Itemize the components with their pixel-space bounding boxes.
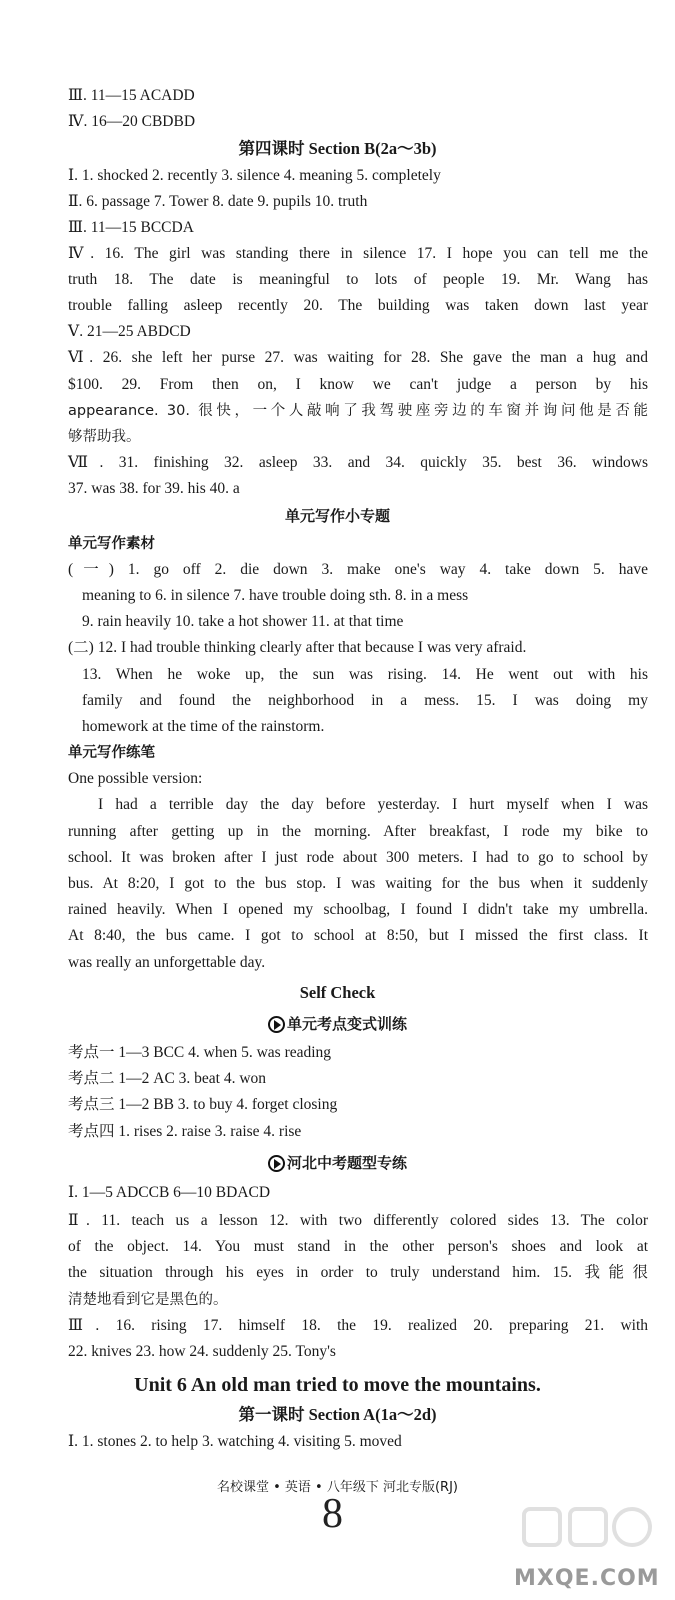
essay-line: was really an unforgettable day.: [68, 954, 266, 971]
section-heading: 第四课时 Section B(2a～3b): [238, 139, 437, 158]
answer-line: Ⅰ. 1. shocked 2. recently 3. silence 4. meaning 5. completely: [68, 167, 441, 184]
answer-line: 考点二 1—2 AC 3. beat 4. won: [68, 1070, 267, 1087]
arrow-circle-icon: [268, 1155, 285, 1172]
watermark-text: MXQE.COM: [514, 1566, 660, 1591]
answer-line: $100. 29. From then on, I know we can't judge a person by his: [68, 376, 648, 393]
subsection-title: 单元写作练笔: [68, 745, 155, 761]
section-heading: Self Check: [299, 983, 376, 1002]
answer-line: 考点一 1—3 BCC 4. when 5. was reading: [68, 1044, 332, 1061]
page-number: 8: [322, 1491, 343, 1537]
answer-line: appearance. 30. 很快，一个人敲响了我驾驶座旁边的车窗并询问他是否能: [68, 403, 648, 419]
answer-line: Ⅰ. 1—5 ADCCB 6—10 BDACD: [68, 1184, 271, 1201]
answer-line: homework at the time of the rainstorm.: [82, 718, 325, 735]
answer-line: Ⅰ. 1. stones 2. to help 3. watching 4. visiting 5. moved: [68, 1433, 402, 1450]
section-heading: 单元写作小专题: [284, 507, 390, 525]
answer-line: 够帮助我。: [68, 429, 141, 445]
essay-line: bus. At 8:20, I got to the bus stop. I was waiting for the bus when it suddenly: [68, 875, 648, 892]
answer-line: meaning to 6. in silence 7. have trouble doing sth. 8. in a mess: [82, 587, 469, 604]
answer-line: family and found the neighborhood in a mess. 15. I was doing my: [82, 692, 648, 709]
essay-line: running after getting up in the morning. After breakfast, I rode my bike to: [68, 823, 648, 840]
answer-line: trouble falling asleep recently 20. The building was taken down last year: [68, 297, 648, 314]
section-heading: 河北中考题型专练: [0, 1152, 675, 1174]
answer-line: 22. knives 23. how 24. suddenly 25. Tony's: [68, 1343, 336, 1360]
answer-line: (二) 12. I had trouble thinking clearly after that because I was very afraid.: [68, 639, 527, 656]
answer-line: Ⅶ. 31. finishing 32. asleep 33. and 34. quickly 35. best 36. windows: [68, 454, 648, 471]
answer-line: Ⅴ. 21—25 ABDCD: [68, 323, 191, 340]
answer-line: Ⅲ. 11—15 BCCDA: [68, 219, 194, 236]
answer-line: Ⅲ. 16. rising 17. himself 18. the 19. realized 20. preparing 21. with: [68, 1317, 648, 1334]
section-heading: 单元考点变式训练: [0, 1013, 675, 1035]
answer-line: Ⅵ. 26. she left her purse 27. was waiting for 28. She gave the man a hug and: [68, 349, 648, 366]
answer-line: 考点三 1—2 BB 3. to buy 4. forget closing: [68, 1096, 338, 1113]
answer-line: 37. was 38. for 39. his 40. a: [68, 480, 240, 497]
answer-line: 13. When he woke up, the sun was rising. 14. He went out with his: [82, 666, 648, 683]
answer-line: Ⅳ. 16. The girl was standing there in silence 17. I hope you can tell me the: [68, 245, 648, 262]
answer-line: Ⅳ. 16—20 CBDBD: [68, 113, 196, 130]
page-footer: 名校课堂 • 英语 • 八年级下 河北专版(RJ): [216, 1480, 458, 1495]
unit-title: Unit 6 An old man tried to move the mountains.: [134, 1374, 541, 1396]
subsection-title: 单元写作素材: [68, 536, 155, 552]
answer-line: (一) 1. go off 2. die down 3. make one's way 4. take down 5. have: [68, 561, 648, 578]
essay-line: rained heavily. When I opened my schoolbag, I found I didn't take my umbrella.: [68, 901, 648, 918]
essay-line: At 8:40, the bus came. I got to school at 8:50, but I missed the first class. It: [68, 927, 648, 944]
answer-line: 清楚地看到它是黑色的。: [68, 1292, 228, 1308]
answer-line: Ⅱ. 6. passage 7. Tower 8. date 9. pupils 10. truth: [68, 193, 368, 210]
answer-line: the situation through his eyes in order to truly understand him. 15. 我能很: [68, 1264, 648, 1281]
answer-line: 考点四 1. rises 2. raise 3. raise 4. rise: [68, 1123, 302, 1140]
essay-line: school. It was broken after I just rode about 300 meters. I had to go to school by: [68, 849, 648, 866]
essay-intro: One possible version:: [68, 770, 203, 787]
answer-line: 9. rain heavily 10. take a hot shower 11. at that time: [82, 613, 404, 630]
arrow-circle-icon: [268, 1016, 285, 1033]
section-heading: 第一课时 Section A(1a～2d): [238, 1405, 437, 1424]
answer-line: Ⅱ. 11. teach us a lesson 12. with two differently colored sides 13. The color: [68, 1212, 648, 1229]
essay-line: I had a terrible day the day before yesterday. I hurt myself when I was: [98, 796, 648, 813]
answer-line: Ⅲ. 11—15 ACADD: [68, 87, 195, 104]
answer-line: of the object. 14. You must stand in the other person's shoes and look at: [68, 1238, 648, 1255]
answer-line: truth 18. The date is meaningful to lots of people 19. Mr. Wang has: [68, 271, 648, 288]
